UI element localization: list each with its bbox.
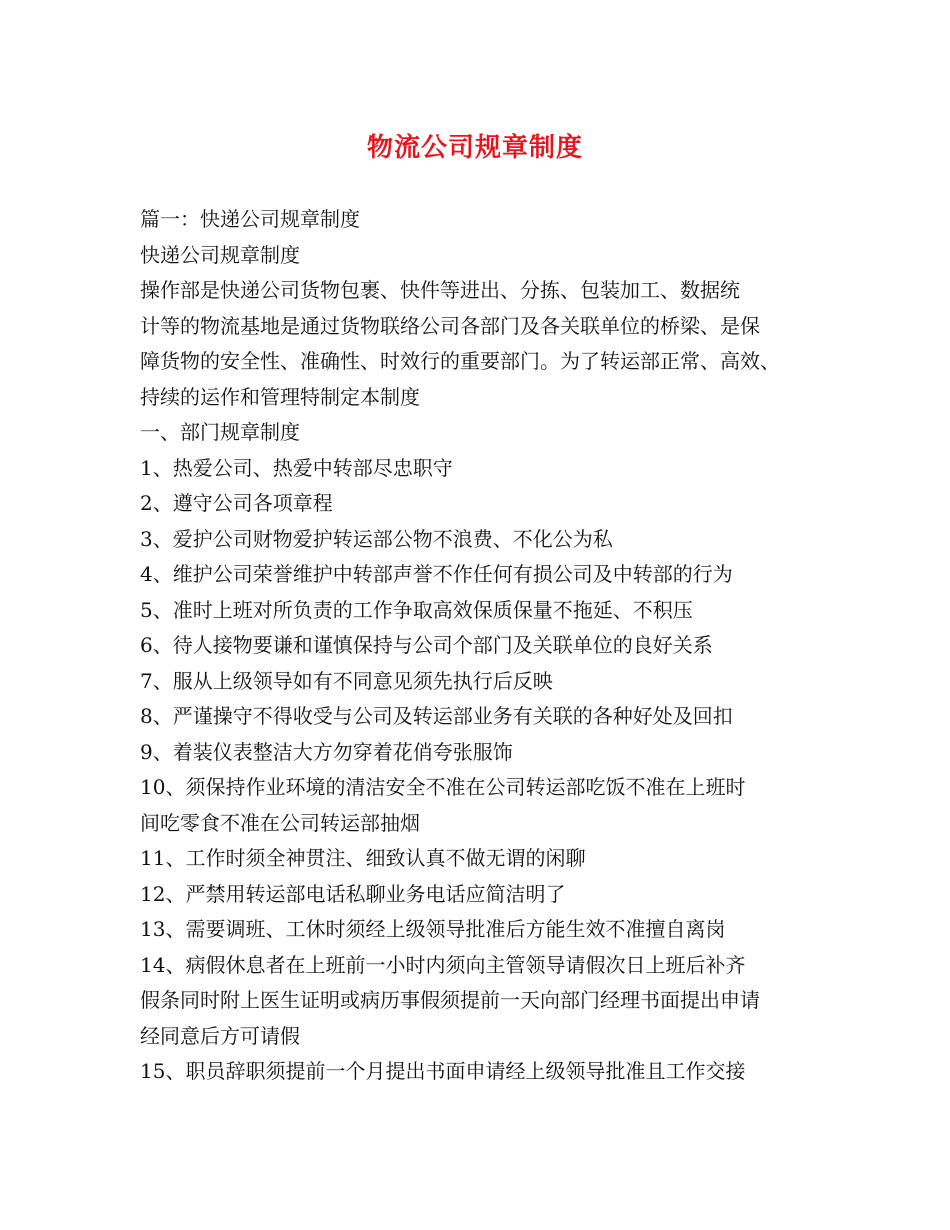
paragraph-line: 一、部门规章制度 xyxy=(140,420,300,444)
paragraph-line: 7、服从上级领导如有不同意见须先执行后反映 xyxy=(140,668,553,693)
paragraph-line: 篇一：快递公司规章制度 xyxy=(140,207,360,231)
document-title: 物流公司规章制度 xyxy=(366,133,583,163)
paragraph-line: 2、遵守公司各项章程 xyxy=(140,491,333,515)
paragraph-line: 计等的物流基地是通过货物联络公司各部门及各关联单位的桥梁、是保 xyxy=(140,313,760,338)
paragraph-line: 11、工作时须全神贯注、细致认真不做无谓的闲聊 xyxy=(140,846,586,870)
paragraph-line: 3、爱护公司财物爱护转运部公物不浪费、不化公为私 xyxy=(140,526,613,551)
paragraph-line: 间吃零食不准在公司转运部抽烟 xyxy=(140,810,420,835)
paragraph-line: 9、着装仪表整洁大方勿穿着花俏夸张服饰 xyxy=(140,739,513,764)
paragraph-line: 12、严禁用转运部电话私聊业务电话应简洁明了 xyxy=(140,881,566,906)
paragraph-line: 假条同时附上医生证明或病历事假须提前一天向部门经理书面提出申请 xyxy=(140,988,760,1012)
paragraph-line: 障货物的安全性、准确性、时效行的重要部门。为了转运部正常、高效、 xyxy=(140,349,780,373)
paragraph-line: 8、严谨操守不得收受与公司及转运部业务有关联的各种好处及回扣 xyxy=(140,704,733,728)
paragraph-line: 10、须保持作业环境的清洁安全不准在公司转运部吃饭不准在上班时 xyxy=(140,775,746,799)
paragraph-line: 1、热爱公司、热爱中转部尽忠职守 xyxy=(140,455,453,480)
paragraph-line: 4、维护公司荣誉维护中转部声誉不作任何有损公司及中转部的行为 xyxy=(140,562,733,586)
paragraph-line: 15、职员辞职须提前一个月提出书面申请经上级领导批准且工作交接 xyxy=(140,1059,746,1083)
paragraph-line: 快递公司规章制度 xyxy=(140,242,300,267)
paragraph-line: 经同意后方可请假 xyxy=(140,1023,300,1048)
paragraph-line: 持续的运作和管理特制定本制度 xyxy=(140,384,420,409)
paragraph-line: 14、病假休息者在上班前一小时内须向主管领导请假次日上班后补齐 xyxy=(140,952,746,977)
document-body xyxy=(140,202,830,1090)
paragraph-line: 6、待人接物要谦和谨慎保持与公司个部门及关联单位的良好关系 xyxy=(140,633,713,657)
paragraph-line: 13、需要调班、工休时须经上级领导批准后方能生效不准擅自离岗 xyxy=(140,917,726,941)
paragraph-line: 操作部是快递公司货物包裹、快件等进出、分拣、包装加工、数据统 xyxy=(140,278,740,302)
paragraph-line: 5、准时上班对所负责的工作争取高效保质保量不拖延、不积压 xyxy=(140,597,693,622)
